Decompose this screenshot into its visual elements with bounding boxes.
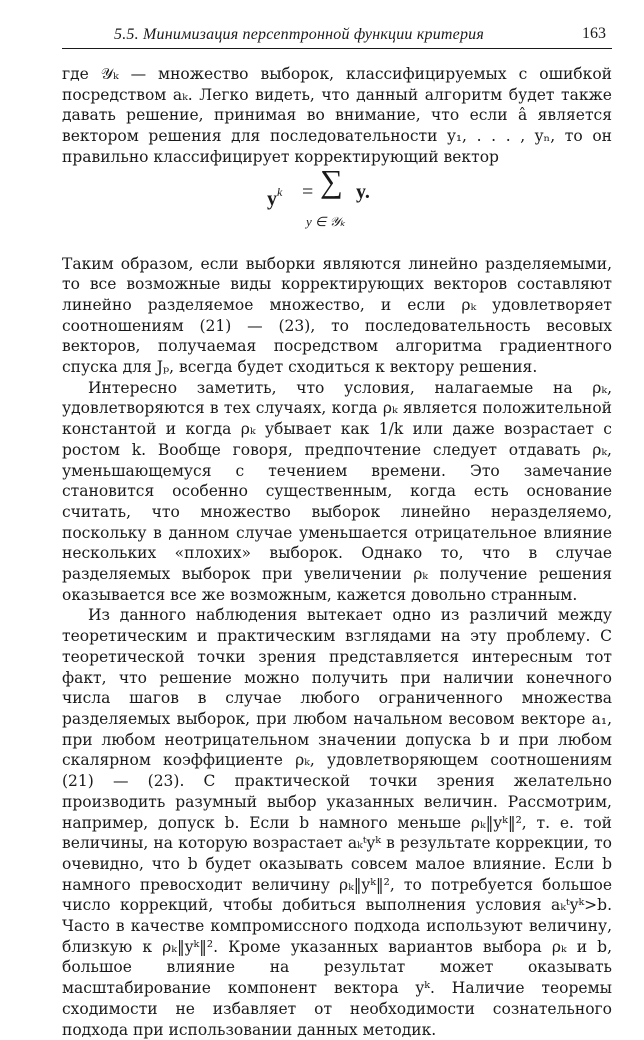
formula-equals: = xyxy=(302,180,314,203)
paragraph-1: Таким образом, если выборки являются линейно разделяемыми, то все возможные виды корректирующих векторов составляют линейно разделяемое множество, и если ρₖ удовлетворяет соотношениям (21) — (23), то последовательность весовых векторов, получаемая посредством алгоритма градиентного спуска для Jₚ, всегда будет сходиться к вектору решения. xyxy=(62,254,612,377)
intro-paragraph: где 𝒴ₖ — множество выборок, классифицируемых с ошибкой посредством aₖ. Легко видеть, что данный алгоритм будет также давать решение, принимая во внимание, что если â является вектором решения для последовательности y₁, . . . , yₙ, то он правильно классифицирует корректирующий вектор xyxy=(62,65,612,166)
page-number: 163 xyxy=(582,25,606,42)
formula-lhs xyxy=(267,182,282,210)
running-title: 5.5. Минимизация персептронной функции критерия xyxy=(114,26,485,43)
formula-rhs: y. xyxy=(356,180,370,203)
paragraph-3: Из данного наблюдения вытекает одно из различий между теоретическим и практическим взглядами на эту проблему. С теоретической точки зрения представляется интересным тот факт, что решение можно получить при наличии конечного числа шагов в случае любого ограниченного множества разделяемых выборок, при любом начальном весовом векторе a₁, при любом неотрицательном значении допуска b и при любом скалярном коэффициенте ρₖ, удовлетворяющем соотношениям (21) — (23). С практической точки зрения желательно производить разумный выбор указанных величин. Рассмотрим, например, допуск b. Если b намного меньше ρₖ‖yᵏ‖², т. е. той величины, на которую возрастает aₖᵗyᵏ в результате коррекции, то очевидно, что b будет оказывать совсем малое влияние. Если b намного превосходит величину ρₖ‖yᵏ‖², то потребуется большое число коррекций, чтобы добиться выполнения условия aₖᵗyᵏ>b. Часто в качестве компромиссного подхода используют величину, близкую к ρₖ‖yᵏ‖². Кроме указанных вариантов выбора ρₖ и b, большое влияние на результат может оказывать масштабирование компонент вектора yᵏ. Наличие теоремы сходимости не избавляет от необходимости сознательного подхода при использовании данных методик. xyxy=(62,606,612,1039)
sum-symbol: ∑ xyxy=(320,162,343,199)
correction-vector-formula xyxy=(62,162,612,254)
body-text xyxy=(62,64,612,1040)
running-header xyxy=(62,20,612,49)
formula-lhs-symbol: y xyxy=(267,187,277,210)
formula-lhs-superscript: k xyxy=(277,184,283,199)
paragraph-2: Интересно заметить, что условия, налагаемые на ρₖ, удовлетворяются в тех случаях, когда ρₖ является положительной константой и когда ρₖ убывает как 1/k или даже возрастает с ростом k. Вообще говоря, предпочтение следует отдавать ρₖ, уменьшающемуся с течением времени. Это замечание становится особенно существенным, когда есть основание считать, что множество выборок линейно неразделяемо, поскольку в данном случае уменьшается отрицательное влияние нескольких «плохих» выборок. Однако то, что в случае разделяемых выборок при увеличении ρₖ получение решения оказывается все же возможным, кажется довольно странным. xyxy=(62,378,612,604)
sum-subscript: y ∈ 𝒴ₖ xyxy=(306,213,346,229)
